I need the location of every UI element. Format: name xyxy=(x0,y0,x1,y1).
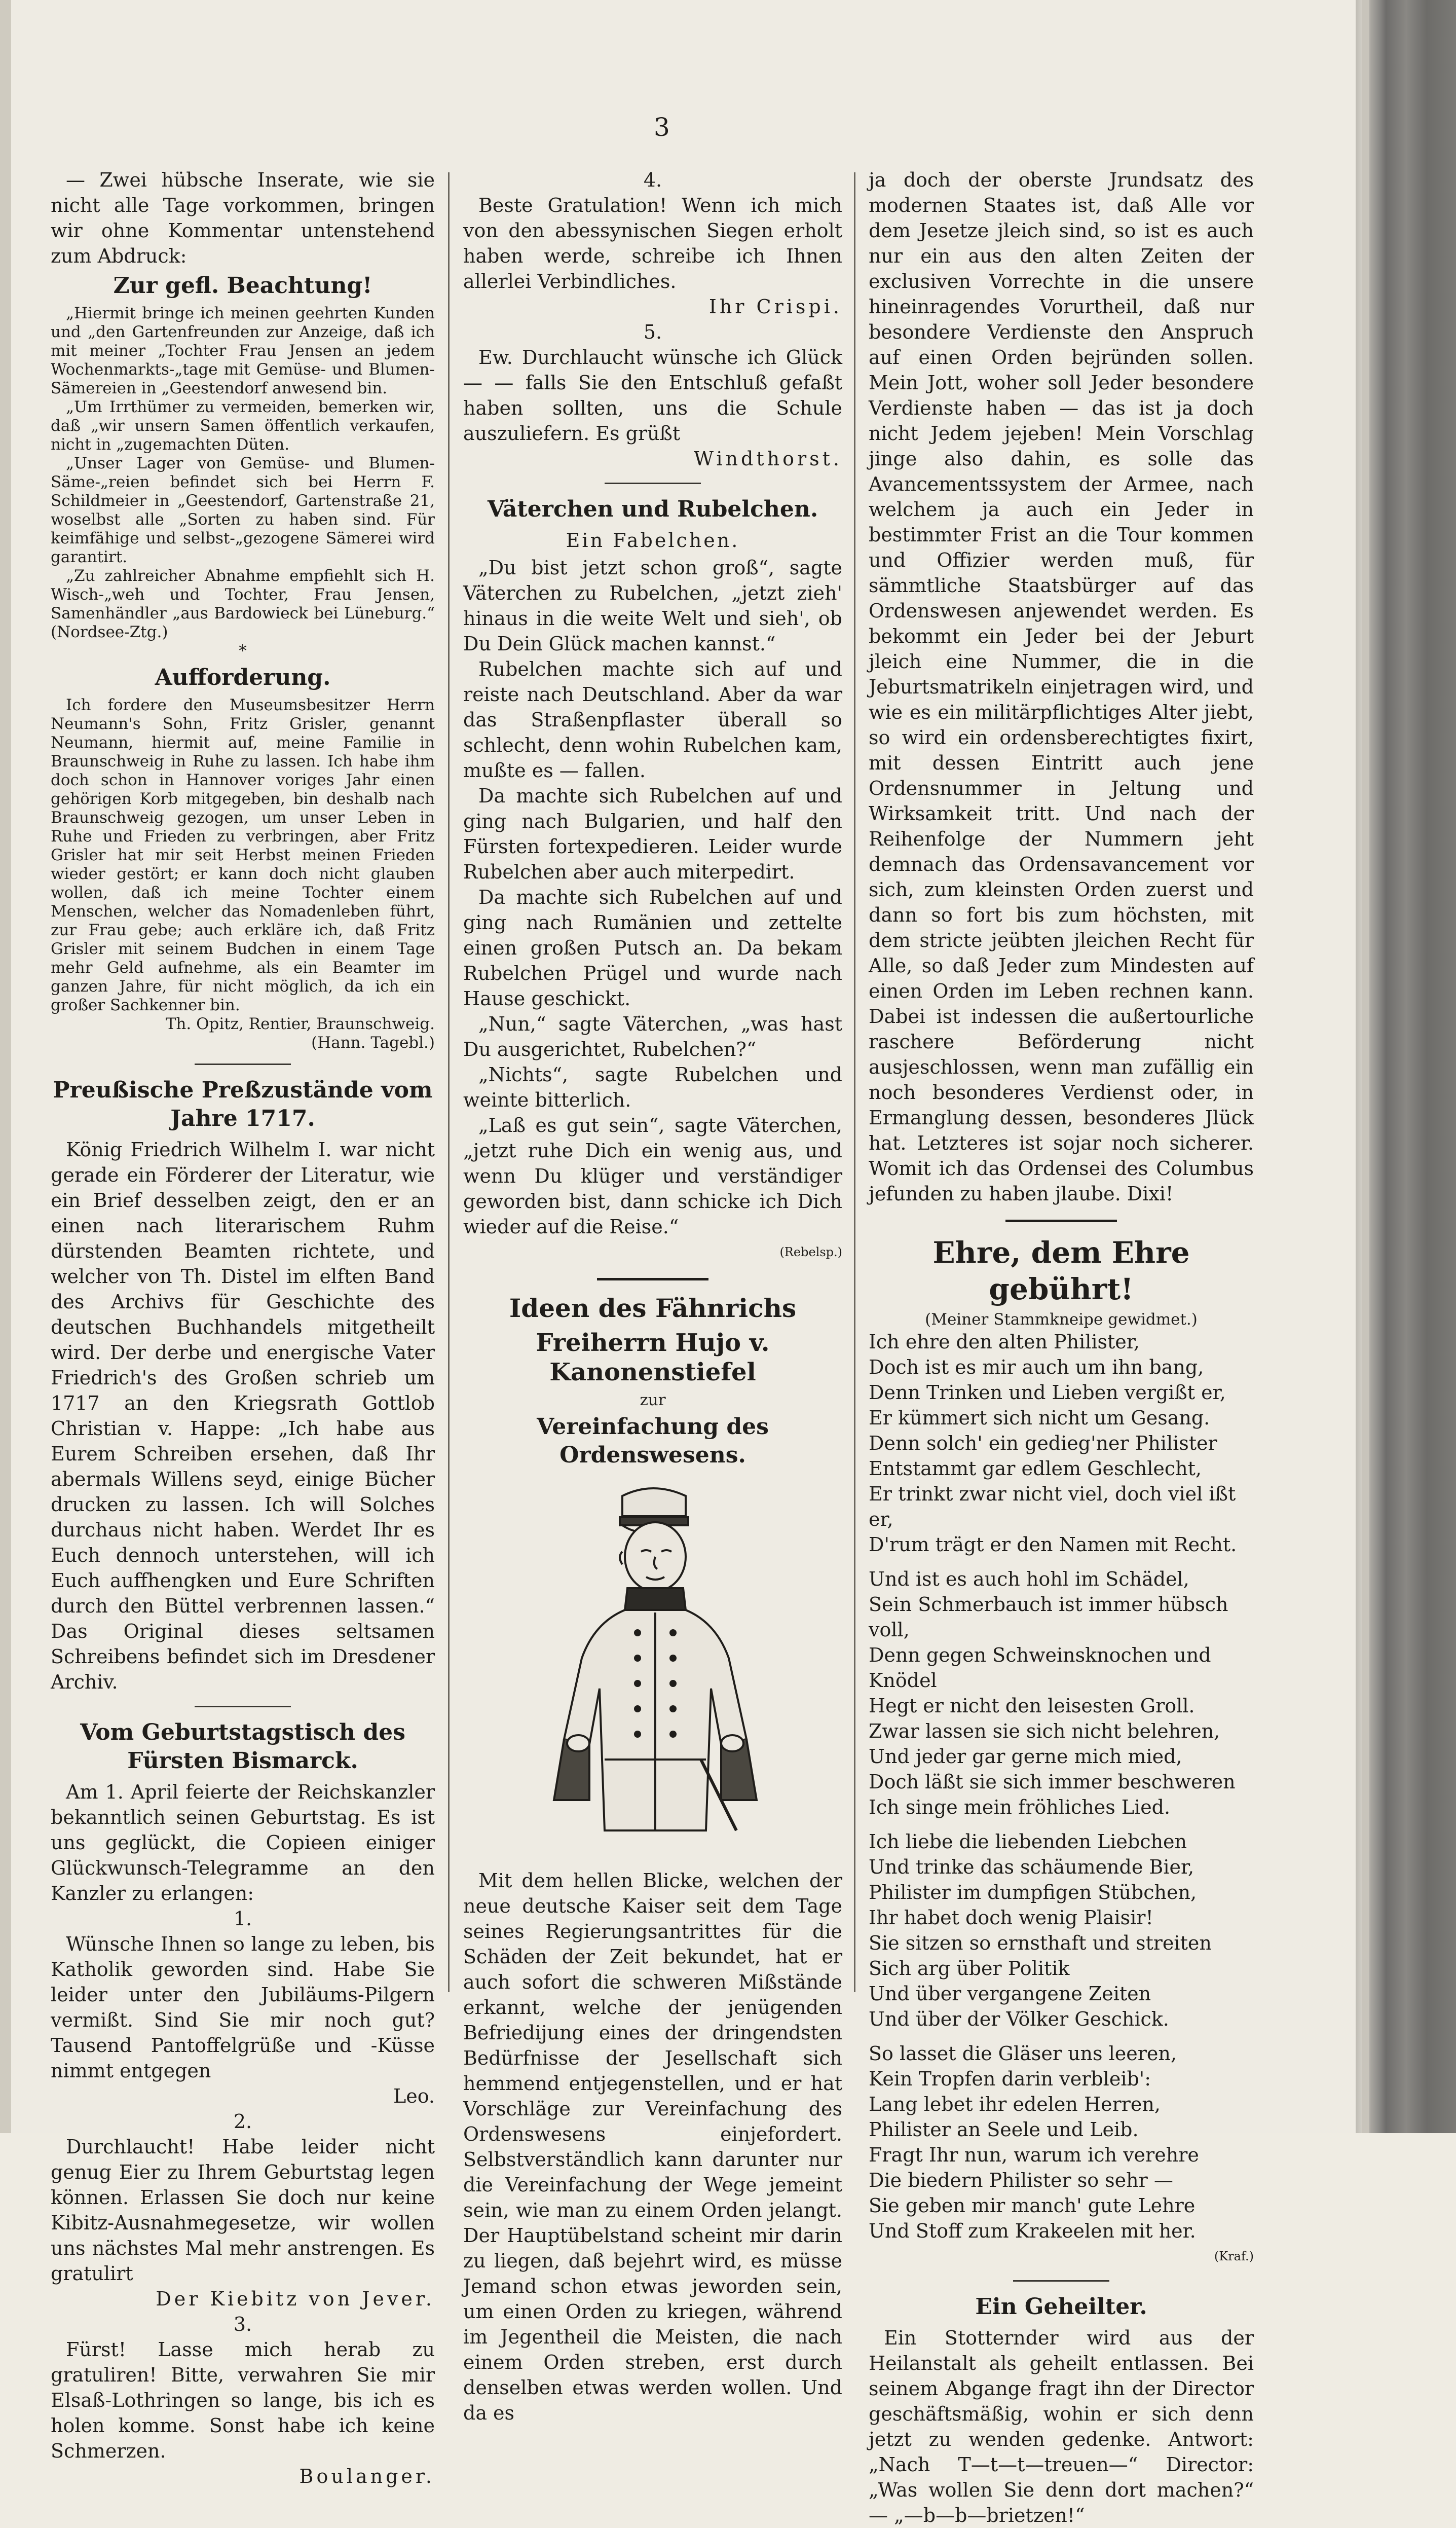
poem-line: Zwar lassen sie sich nicht belehren, xyxy=(869,1720,1220,1742)
intro-text: — Zwei hübsche Inserate, wie sie nicht alle Tage vorkommen, bringen wir ohne Kommentar untenstehend zum Abdruck: xyxy=(51,169,435,267)
ad1-title: Zur gefl. Beachtung! xyxy=(113,273,372,299)
column-1 xyxy=(51,167,435,2489)
column-rule-right xyxy=(854,172,855,1992)
poem-stanza xyxy=(869,1329,1254,1557)
fable-paragraph: Da machte sich Rubelchen auf und ging nach Bulgarien, und half den Fürsten fortexpedieren. Leider wurde Rubelchen aber auch miterpedirt. xyxy=(463,785,842,883)
telegram3-number: 3. xyxy=(233,2313,252,2335)
fable-source: (Rebelsp.) xyxy=(779,1245,842,1259)
section-divider xyxy=(1013,2280,1109,2282)
ideen-text: Mit dem hellen Blicke, welchen der neue deutsche Kaiser seit dem Tage seines Regierungsantrittes für die Schäden der Zeit bekundet, hat er auch sofort die schweren Mißstände erkannt, welche der jenügenden Befriedijung eines der dringendsten Bedürfnisse der Jesellschaft sich hemmend entjegenstellen, und er hat Vorschläge zur Vereinfachung des Ordenswesens einjefordert. Selbstverständlich kann darunter nur die Vereinfachung der Wege jemeint sein, wie man zu einem Orden jelangt. Der Hauptübelstand scheint mir darin zu liegen, daß bejehrt wird, es müsse Jemand schon etwas jeworden sein, um einen Orden zu kriegen, während im Jegentheil die Meisten, die nach einem Orden streben, erst durch denselben etwas werden wollen. Und da es xyxy=(463,1870,842,2424)
ad1-body xyxy=(51,304,435,642)
poem-stanza xyxy=(869,1829,1254,2032)
poem-line: Doch ist es mir auch um ihn bang, xyxy=(869,1356,1204,1378)
ideen-continued-text: ja doch der oberste Jrundsatz des modernen Staates ist, daß Alle vor dem Jesetze jleich sind, so ist es auch nur ein aus den alten Zeiten der exclusiven Vorrechte in die unsere hineinragendes Vorurtheil, daß nur besondere Verdienste den Anspruch auf einen Orden bejründen sollen. Mein Jott, woher soll Jeder besondere Verdienste haben — das ist ja doch nicht Jedem jejeben! Mein Vorschlag jinge also dahin, es solle das Avancementssystem der Armee, nach welchem ja auch ein Jeder in bestimmter Frist an die Tour kommen und Offizier werden muß, für sämmtliche Staatsbürger auf das Ordenswesen anjewendet werden. Es bekommt ein Jeder bei der Jeburt jleich eine Nummer, die in die Jeburtsmatrikeln einjetragen wird, und wie es ein militärpflichtiges Alter jiebt, so wird ein ordensberechtigtes fixirt, mit dessen Eintritt auch jene Ordensnummer in Jeltung und Wirksamkeit tritt. Und nach der Reihenfolge der Nummern jeht demnach das Ordensavancement vor sich, zum kleinsten Orden zuerst und dann so fort bis zum höchsten, mit dem stricte jeübten jleichen Recht für Alle, so daß Jeder zum Mindesten auf einen Orden im Leben rechnen kann. Dabei ist indessen die außertourliche raschere Beförderung nicht ausjeschlossen, wenn man zufällig ein noch besonderes Verdienst oder, in Ermanglung dessen, besonderes Jlück hat. Letzteres ist sojar noch sicherer. Womit ich das Ordensei des Columbus jefunden zu haben jlaube. Dixi! xyxy=(869,169,1254,1205)
poem-line: Die biedern Philister so sehr — xyxy=(869,2169,1173,2191)
article2-title: Vom Geburtstagstisch des Fürsten Bismarck. xyxy=(80,1719,405,1774)
ad1-line: „Zu zahlreicher Abnahme empfiehlt sich H. Wisch-„weh und Tochter, Frau Jensen, Samenhändler „aus Bardowieck bei Lüneburg.“ (Nordsee-Ztg.) xyxy=(51,567,435,641)
left-page-strip xyxy=(0,0,11,2133)
column-rule-left xyxy=(448,172,450,1992)
telegram3-signature: Boulanger. xyxy=(299,2465,435,2487)
poem-line: Und über vergangene Zeiten xyxy=(869,1983,1151,2005)
poem-line: Und jeder gar gerne mich mied, xyxy=(869,1745,1182,1768)
ad1-line: „Hiermit bringe ich meinen geehrten Kunden und „den Gartenfreunden zur Anzeige, daß ich mit meiner „Tochter Frau Jensen an jedem Wochenmarkts-„tage mit Gemüse- und Blumen-Sämereien in „Geestendorf anwesend bin. xyxy=(51,304,435,397)
column-2 xyxy=(463,167,842,2426)
poem-line: Und Stoff zum Krakeelen mit her. xyxy=(869,2220,1196,2242)
fable-paragraph: „Laß es gut sein“, sagte Väterchen, „jetzt ruhe Dich ein wenig aus, und wenn Du klüger und verständiger geworden bist, dann schicke ich Dich wieder auf die Reise.“ xyxy=(463,1114,842,1238)
geheilter-title: Ein Geheilter. xyxy=(975,2294,1147,2320)
poem-line: Und trinke das schäumende Bier, xyxy=(869,1856,1194,1878)
ad1-line: „Unser Lager von Gemüse- und Blumen-Säme-„reien befindet sich bei Herrn F. Schildmeier in „Geestendorf, Gartenstraße 21, woselbst alle „Sorten zu haben sind. Für keimfähige und selbst-„gezogene Sämerei wird garantirt. xyxy=(51,454,435,566)
telegram5-text: Ew. Durchlaucht wünsche ich Glück — — falls Sie den Entschluß gefaßt haben sollten, uns die Schule auszuliefern. Es grüßt xyxy=(463,346,842,445)
ad2-signature: Th. Opitz, Rentier, Braunschweig. xyxy=(165,1015,435,1033)
page-number: 3 xyxy=(654,113,670,142)
fable-paragraph: Da machte sich Rubelchen auf und ging nach Rumänien und zettelte einen großen Putsch an. Da bekam Rubelchen Prügel und wurde nach Hause geschickt. xyxy=(463,886,842,1010)
poem-line: Ich liebe die liebenden Liebchen xyxy=(869,1830,1187,1853)
poem-stanza xyxy=(869,2041,1254,2244)
poem-line: Und über der Völker Geschick. xyxy=(869,2008,1169,2030)
article1-text: König Friedrich Wilhelm I. war nicht gerade ein Förderer der Literatur, wie ein Brief desselben zeigt, den er an einen nach literarischem Ruhm dürstenden Beamten richtete, und welcher von Th. Distel im elften Band des Archivs für Geschichte des deutschen Buchhandels mitgetheilt wird. Der derbe und energische Vater Friedrich's des Großen schrieb um 1717 an den Kriegsrath Gottlob Christian v. Happe: „Ich habe aus Eurem Schreiben ersehen, daß Ihr abermals Willens seyd, einige Bücher drucken zu lassen. Ich will Solches durchaus nicht haben. Werdet Ihr es Euch dennoch unterstehen, will ich Euch auffhengken und Eure Schriften durch den Büttel verbrennen lassen.“ Das Original dieses seltsamen Schreibens befindet sich im Dresdener Archiv. xyxy=(51,1139,435,1693)
poem-line: Und ist es auch hohl im Schädel, xyxy=(869,1568,1189,1590)
poem-stanza xyxy=(869,1566,1254,1820)
telegram4-text: Beste Gratulation! Wenn ich mich von den abessynischen Siegen erholt haben werde, schreibe ich Ihnen allerlei Verbindliches. xyxy=(463,194,842,292)
poem-line: Entstammt gar edlem Geschlecht, xyxy=(869,1457,1202,1480)
poem-line: Sie geben mir manch' gute Lehre xyxy=(869,2194,1196,2217)
telegram4-signature: Ihr Crispi. xyxy=(708,296,842,318)
ad2-text: Ich fordere den Museumsbesitzer Herrn Neumann's Sohn, Fritz Grisler, genannt Neumann, hiermit auf, meine Familie in Braunschweig in Ruhe zu lassen. Ich habe ihm doch schon in Hannover voriges Jahr einen gehörigen Korb mitgegeben, bin deshalb nach Braunschweig gezogen, um unser Leben in Ruhe und Frieden zu verbringen, aber Fritz Grisler hat mir seit Herbst meinen Frieden wieder gestört; er kann doch nicht glauben wollen, daß ich meine Tochter einem Menschen, welcher das Nomadenleben führt, zur Frau gebe; auch erkläre ich, daß Fritz Grisler mit seinem Budchen in einem Tage mehr Geld aufnehme, als ein Beamter im ganzen Jahre, für nicht möglich, da ich ein großer Sachkenner bin. xyxy=(51,696,435,1014)
poem-line: Ich singe mein fröhliches Lied. xyxy=(869,1796,1171,1818)
article2-text: Am 1. April feierte der Reichskanzler bekanntlich seinen Geburtstag. Es ist uns geglückt, die Copieen einiger Glückwunsch-Telegramme an den Kanzler zu erlangen: xyxy=(51,1781,435,1904)
officer-illustration xyxy=(534,1476,772,1861)
article1-title: Preußische Preßzustände vom Jahre 1717. xyxy=(53,1077,433,1131)
ad-divider-star: * xyxy=(239,642,247,660)
poem-line: Lang lebet ihr edelen Herren, xyxy=(869,2093,1161,2115)
section-divider xyxy=(597,1278,708,1280)
poem-line: Philister an Seele und Leib. xyxy=(869,2118,1139,2141)
ideen-title-line2: Freiherrn Hujo v. Kanonenstiefel xyxy=(536,1329,770,1386)
section-divider xyxy=(1005,1220,1117,1222)
poem-line: D'rum trägt er den Namen mit Recht. xyxy=(869,1533,1237,1556)
column-3 xyxy=(869,167,1254,2528)
poem-line: Denn gegen Schweinsknochen und Knödel xyxy=(869,1644,1211,1692)
poem-source: (Kraf.) xyxy=(1214,2249,1254,2263)
telegram2-text: Durchlaucht! Habe leider nicht genug Eier zu Ihrem Geburtstag legen können. Erlassen Sie doch nur keine Kibitz-Ausnahmegesetze, wir wollen uns nächstes Mal mehr anstrengen. Es gratulirt xyxy=(51,2136,435,2285)
poem-line: Denn solch' ein gedieg'ner Philister xyxy=(869,1432,1217,1454)
poem-line: Sie sitzen so ernsthaft und streiten xyxy=(869,1932,1212,1954)
telegram1-number: 1. xyxy=(233,1908,252,1930)
fable-paragraph: „Nun,“ sagte Väterchen, „was hast Du ausgerichtet, Rubelchen?“ xyxy=(463,1013,842,1060)
section-divider xyxy=(605,483,701,484)
telegram3-text: Fürst! Lasse mich herab zu gratuliren! Bitte, verwahren Sie mir Elsaß-Lothringen so lange, bis ich es holen komme. Sonst habe ich keine Schmerzen. xyxy=(51,2338,435,2462)
ad2-body xyxy=(51,696,435,1052)
fable-subtitle: Ein Fabelchen. xyxy=(566,529,740,552)
telegram5-number: 5. xyxy=(643,321,662,343)
poem-line: Kein Tropfen darin verbleib': xyxy=(869,2068,1151,2090)
fable-paragraph: „Nichts“, sagte Rubelchen und weinte bitterlich. xyxy=(463,1064,842,1111)
telegram1-signature: Leo. xyxy=(393,2085,435,2107)
newspaper-page xyxy=(11,0,1356,2526)
section-divider xyxy=(195,1064,291,1065)
telegram2-number: 2. xyxy=(233,2110,252,2133)
poem-line: Er trinkt zwar nicht viel, doch viel ißt er, xyxy=(869,1483,1236,1530)
telegram2-signature: Der Kiebitz von Jever. xyxy=(156,2288,435,2310)
fable-title: Väterchen und Rubelchen. xyxy=(487,496,818,522)
poem-line: Ihr habet doch wenig Plaisir! xyxy=(869,1907,1153,1929)
poem xyxy=(869,1329,1254,2269)
telegram5-signature: Windthorst. xyxy=(694,448,842,470)
poem-line: Hegt er nicht den leisesten Groll. xyxy=(869,1695,1195,1717)
poem-line: Ich ehre den alten Philister, xyxy=(869,1331,1140,1353)
ideen-title-zur: zur xyxy=(640,1391,666,1409)
ideen-title-line3: Vereinfachung des Ordenswesens. xyxy=(537,1414,769,1468)
poem-line: Sich arg über Politik xyxy=(869,1957,1070,1980)
poem-dedication: (Meiner Stammkneipe gewidmet.) xyxy=(925,1310,1198,1329)
poem-line: Sein Schmerbauch ist immer hübsch voll, xyxy=(869,1593,1228,1641)
binding-edge xyxy=(1362,0,1369,2133)
ad1-line: „Um Irrthümer zu vermeiden, bemerken wir, daß „wir unsern Samen öffentlich verkaufen, nicht in „zugemachten Düten. xyxy=(51,398,435,454)
poem-line: Doch läßt sie sich immer beschweren xyxy=(869,1771,1236,1793)
poem-line: Philister im dumpfigen Stübchen, xyxy=(869,1881,1197,1903)
geheilter-text: Ein Stotternder wird aus der Heilanstalt als geheilt entlassen. Bei seinem Abgange fragt ihn der Director geschäftsmäßig, wohin er sich denn jetzt zu wenden gedenke. Antwort: „Nach T—t—t—treuen—“ Director: „Was wollen Sie denn dort machen?“ — „—b—b—brietzen!“ xyxy=(869,2327,1254,2526)
poem-line: Er kümmert sich nicht um Gesang. xyxy=(869,1407,1210,1429)
poem-line: Fragt Ihr nun, warum ich verehre xyxy=(869,2144,1199,2166)
poem-line: So lasset die Gläser uns leeren, xyxy=(869,2042,1177,2065)
fable-paragraph: „Du bist jetzt schon groß“, sagte Väterchen zu Rubelchen, „jetzt zieh' hinaus in die weite Welt und sieh', ob Du Dein Glück machen kannst.“ xyxy=(463,557,842,655)
poem-title: Ehre, dem Ehre gebührt! xyxy=(932,1235,1190,1306)
telegram4-number: 4. xyxy=(643,169,662,191)
book-binding xyxy=(1356,0,1456,2133)
ad2-source: (Hann. Tagebl.) xyxy=(311,1034,435,1052)
poem-line: Denn Trinken und Lieben vergißt er, xyxy=(869,1381,1226,1404)
ideen-title-line1: Ideen des Fähnrichs xyxy=(509,1293,797,1323)
section-divider xyxy=(195,1706,291,1707)
ad2-title: Aufforderung. xyxy=(155,665,331,690)
telegram1-text: Wünsche Ihnen so lange zu leben, bis Katholik geworden sind. Habe Sie leider unter den Jubiläums-Pilgern vermißt. Sind Sie mir noch gut? Tausend Pantoffelgrüße und -Küsse nimmt entgegen xyxy=(51,1933,435,2082)
fable-paragraph: Rubelchen machte sich auf und reiste nach Deutschland. Aber da war das Straßenpflaster überall so schlecht, denn wohin Rubelchen kam, mußte es — fallen. xyxy=(463,658,842,782)
